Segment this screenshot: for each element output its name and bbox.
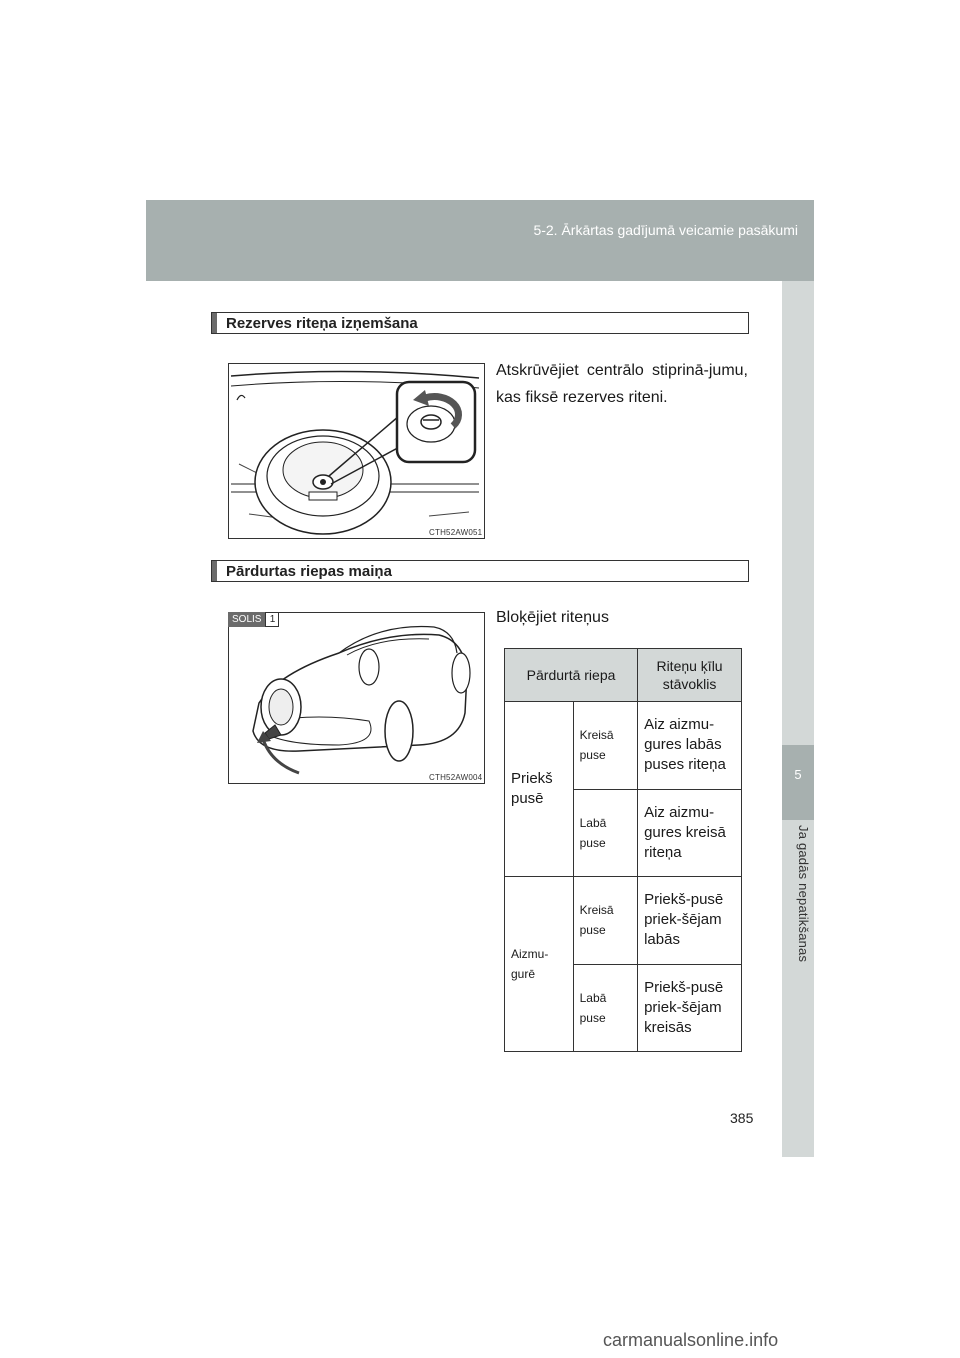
section-marker [212,561,217,581]
section-title: Rezerves riteņa izņemšana [226,315,418,332]
instruction-text: Bloķējiet riteņus [496,609,609,626]
section-heading: 5-2. Ārkārtas gadījumā veicamie pasākumi [533,222,798,238]
wheel-chock-table [504,648,742,1052]
section-title-bar [211,560,749,582]
watermark: carmanualsonline.info [603,1330,779,1350]
spare-wheel-illustration [229,364,484,538]
step-label: SOLIS [228,612,265,627]
step-number: 1 [265,612,279,627]
table-row [505,702,742,790]
table-cell-group: Priekš pusē [505,702,574,877]
section-title: Pārdurtas riepas maiņa [226,563,392,580]
table-cell-side: Kreisā puse [573,877,637,965]
figure-code: CTH52AW004 [429,773,483,782]
instruction-text: Atskrūvējiet centrālo stiprinā-jumu, kas fiksē rezerves riteni. [496,362,748,406]
table-cell-position: Aiz aizmu-gures labās puses riteņa [638,702,742,790]
table-cell-position: Priekš-pusē priek-šējam kreisās [638,964,742,1052]
spare-wheel-figure [228,363,485,539]
table-cell-side: Labā puse [573,964,637,1052]
car-chock-illustration [229,613,484,783]
section-title-bar [211,312,749,334]
table-cell-side: Labā puse [573,789,637,877]
table-cell-position: Aiz aizmu-gures kreisā riteņa [638,789,742,877]
table-cell-group: Aizmu-gurē [505,877,574,1052]
page-number: 385 [730,1110,754,1126]
side-strip [782,281,814,1157]
table-header: Pārdurtā riepa [505,649,638,702]
figure-code: CTH52AW051 [429,528,483,537]
header-band [146,200,814,281]
chapter-number: 5 [794,767,802,782]
table-row [505,877,742,965]
chapter-title: Ja gadās nepatikšanas [796,825,811,963]
section-marker [212,313,217,333]
car-figure [228,612,485,784]
table-cell-position: Priekš-pusē priek-šējam labās [638,877,742,965]
table-cell-side: Kreisā puse [573,702,637,790]
table-header-row [505,649,742,702]
chapter-tab[interactable] [782,745,814,820]
table-header: Riteņu ķīlu stāvoklis [638,649,742,702]
step-badge [228,612,279,627]
